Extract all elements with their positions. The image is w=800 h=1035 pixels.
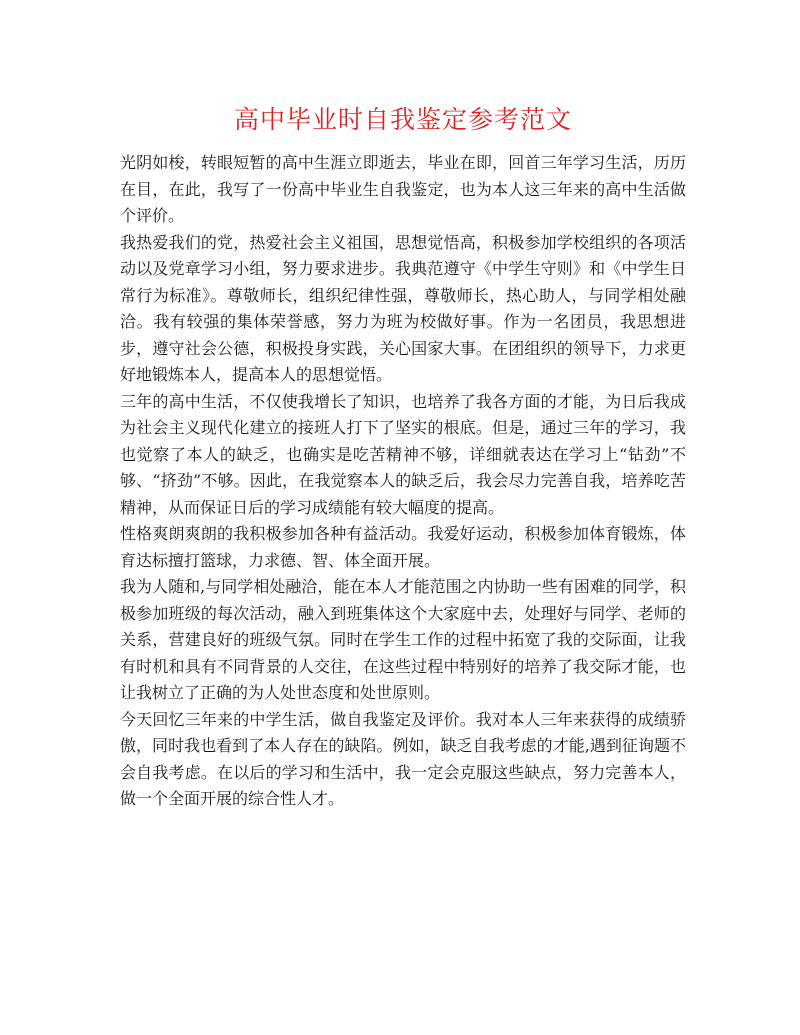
document-page	[120, 100, 686, 813]
paragraph-political: 我热爱我们的党，热爱社会主义祖国，思想觉悟高，积极参加学校组织的各项活动以及党章学习小组，努力要求进步。我典范遵守《中学生守则》和《中学生日常行为标准》。尊敬师长，组织纪律性强，尊敬师长，热心助人，与同学相处融洽。我有较强的集体荣誉感，努力为班为校做好事。作为一名团员，我思想进步，遵守社会公德，积极投身实践，关心国家大事。在团组织的领导下，力求更好地锻炼本人，提高本人的思想觉悟。	[120, 232, 686, 384]
document-title: 高中毕业时自我鉴定参考范文	[233, 105, 572, 134]
paragraph-intro: 光阴如梭，转眼短暂的高中生涯立即逝去，毕业在即，回首三年学习生活，历历在目，在此，我写了一份高中毕业生自我鉴定，也为本人这三年来的高中生活做个评价。	[120, 153, 686, 225]
paragraph-social: 我为人随和,与同学相处融洽，能在本人才能范围之内协助一些有困难的同学，积极参加班级的每次活动，融入到班集体这个大家庭中去，处理好与同学、老师的关系，营建良好的班级气氛。同时在学生工作的过程中拓宽了我的交际面，让我有时机和具有不同背景的人交往，在这些过程中特别好的培养了我交际才能，也让我树立了正确的为人处世态度和处世原则。	[120, 577, 686, 702]
paragraph-activities: 性格爽朗爽朗的我积极参加各种有益活动。我爱好运动，积极参加体育锻炼，体育达标擅打篮球，力求德、智、体全面开展。	[120, 524, 686, 570]
paragraph-conclusion: 今天回忆三年来的中学生活，做自我鉴定及评价。我对本人三年来获得的成绩骄傲，同时我也看到了本人存在的缺陷。例如，缺乏自我考虑的才能,遇到征询题不会自我考虑。在以后的学习和生活中，我一定会克服这些缺点，努力完善本人，做一个全面开展的综合性人才。	[120, 709, 686, 808]
paragraph-study: 三年的高中生活，不仅使我增长了知识，也培养了我各方面的才能，为日后我成为社会主义现代化建立的接班人打下了坚实的根底。但是，通过三年的学习，我也觉察了本人的缺乏，也确实是吃苦精神不够，详细就表达在学习上“钻劲”不够、“挤劲”不够。因此，在我觉察本人的缺乏后，我会尽力完善自我，培养吃苦精神，从而保证日后的学习成绩能有较大幅度的提高。	[120, 391, 686, 517]
